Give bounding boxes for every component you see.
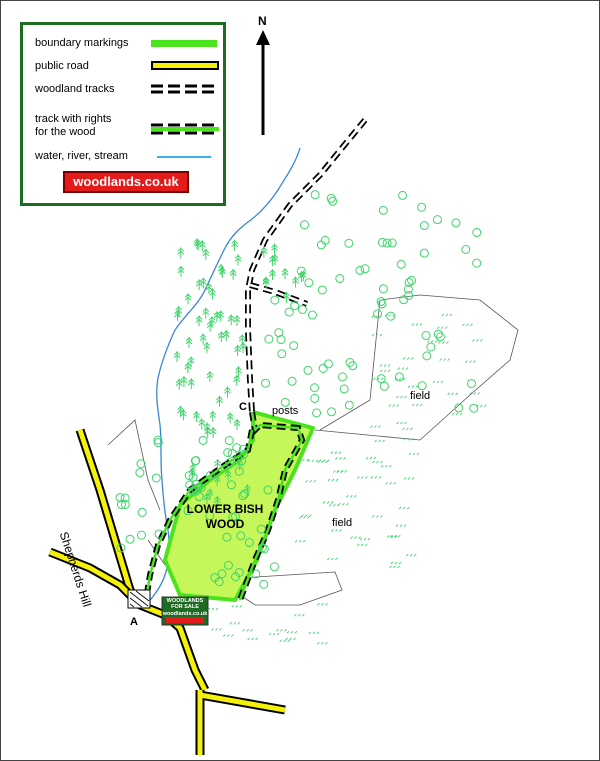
grass-icon xyxy=(232,605,242,607)
legend-tracks-label: woodland tracks xyxy=(35,83,115,95)
grass-icon xyxy=(317,603,327,605)
grass-icon xyxy=(294,614,304,616)
broadleaf-tree-icon xyxy=(423,352,431,360)
conifer-tree-icon xyxy=(228,314,234,325)
broadleaf-tree-icon xyxy=(336,275,344,283)
broadleaf-tree-icon xyxy=(126,535,134,543)
grass-icon xyxy=(403,357,413,359)
broadleaf-tree-icon xyxy=(470,404,478,412)
grass-icon xyxy=(331,529,341,531)
broadleaf-tree-icon xyxy=(271,296,279,304)
field-boundary-east xyxy=(315,295,518,440)
broadleaf-tree-icon xyxy=(427,343,435,351)
conifer-tree-icon xyxy=(234,419,240,430)
broadleaf-tree-icon xyxy=(433,216,441,224)
conifer-tree-icon xyxy=(178,266,184,277)
grass-icon xyxy=(299,516,309,518)
broadleaf-tree-icon xyxy=(318,286,326,294)
grass-icon xyxy=(331,452,341,454)
sign-line-3: woodlands.co.uk xyxy=(162,611,208,617)
conifer-tree-icon xyxy=(199,418,205,429)
broadleaf-tree-icon xyxy=(285,308,293,316)
wood-name-line-1: LOWER BISH xyxy=(186,502,264,516)
grass-icon xyxy=(396,525,406,527)
legend-rights-label xyxy=(35,113,111,139)
wood-name-line-2: WOOD xyxy=(205,517,245,531)
grass-icon xyxy=(372,334,382,336)
conifer-tree-icon xyxy=(216,396,222,407)
broadleaf-tree-icon xyxy=(305,279,313,287)
grass-icon xyxy=(269,633,279,635)
conifer-tree-icon xyxy=(227,412,233,423)
grass-icon xyxy=(357,476,367,478)
grass-icon xyxy=(230,622,240,624)
grass-icon xyxy=(396,396,406,398)
grass-icon xyxy=(463,324,473,326)
grass-icon xyxy=(338,503,348,505)
broadleaf-tree-icon xyxy=(408,276,416,284)
conifer-tree-icon xyxy=(207,371,213,382)
broadleaf-tree-icon xyxy=(311,394,319,402)
grass-icon xyxy=(402,428,412,430)
conifer-tree-icon xyxy=(200,278,206,289)
legend-rights-swatch xyxy=(151,123,219,135)
legend-rights-line-1: track with rights xyxy=(35,113,112,125)
legend-road-label: public road xyxy=(35,60,89,72)
grass-icon xyxy=(360,538,370,540)
conifer-tree-icon xyxy=(293,276,299,287)
grass-icon xyxy=(329,504,339,506)
broadleaf-tree-icon xyxy=(422,332,430,340)
broadleaf-tree-icon xyxy=(339,373,347,381)
broadleaf-tree-icon xyxy=(420,249,428,257)
conifer-tree-icon xyxy=(185,362,191,373)
field-boundary-south xyxy=(240,572,342,605)
grass-icon xyxy=(286,638,296,640)
grass-icon xyxy=(440,359,450,361)
broadleaf-tree-icon xyxy=(298,305,306,313)
grass-icon xyxy=(319,460,329,462)
conifer-tree-icon xyxy=(218,310,224,321)
conifer-tree-icon xyxy=(230,269,236,280)
broadleaf-tree-icon xyxy=(278,350,286,358)
conifer-tree-icon xyxy=(193,411,199,422)
grass-icon xyxy=(248,638,258,640)
broadleaf-tree-icon xyxy=(262,379,270,387)
grass-icon xyxy=(212,628,222,630)
grass-icon xyxy=(346,495,356,497)
conifer-tree-icon xyxy=(210,288,216,299)
grass-icon xyxy=(295,540,305,542)
conifer-tree-icon xyxy=(195,239,201,250)
grass-icon xyxy=(438,342,448,344)
conifer-tree-icon xyxy=(204,342,210,353)
grass-icon xyxy=(306,480,316,482)
sign-line-2: FOR SALE xyxy=(171,604,199,610)
posts-label: posts xyxy=(272,405,299,417)
woodland-tracks xyxy=(248,120,365,412)
broadleaf-tree-icon xyxy=(277,336,285,344)
grass-icon xyxy=(375,440,385,442)
broadleaf-tree-icon xyxy=(361,265,369,273)
conifer-tree-icon xyxy=(174,351,180,362)
grass-icon xyxy=(372,461,382,463)
grass-icon xyxy=(357,544,367,546)
grass-icon xyxy=(370,426,380,428)
woodlands-brand-logo: woodlands.co.uk xyxy=(63,171,189,193)
broadleaf-tree-icon xyxy=(473,229,481,237)
conifer-tree-icon xyxy=(282,268,288,279)
grass-icon xyxy=(327,558,337,560)
legend-water-swatch xyxy=(157,156,211,158)
broadleaf-tree-icon xyxy=(136,469,144,477)
grass-icon xyxy=(433,381,443,383)
grass-icon xyxy=(323,501,333,503)
conifer-tree-icon xyxy=(200,333,206,344)
grass-icon xyxy=(351,537,361,539)
grass-icon xyxy=(380,370,390,372)
broadleaf-tree-icon xyxy=(418,382,426,390)
grass-icon xyxy=(372,515,382,517)
broadleaf-tree-icon xyxy=(356,266,364,274)
broadleaf-tree-icon xyxy=(290,342,298,350)
grass-icon xyxy=(437,327,447,329)
grass-icon xyxy=(366,457,376,459)
grass-icon xyxy=(391,562,401,564)
grass-icon xyxy=(409,453,419,455)
grass-icon xyxy=(223,635,233,637)
grass-icon xyxy=(465,361,475,363)
map-legend xyxy=(20,22,226,206)
broadleaf-tree-icon xyxy=(225,437,233,445)
broadleaf-tree-icon xyxy=(311,384,319,392)
grass-icon xyxy=(442,314,452,316)
broadleaf-tree-icon xyxy=(420,222,428,230)
conifer-tree-icon xyxy=(235,345,241,356)
north-arrow xyxy=(256,30,270,135)
broadleaf-tree-icon xyxy=(328,408,336,416)
conifer-tree-icon xyxy=(186,337,192,348)
grass-icon xyxy=(301,515,311,517)
conifer-tree-icon xyxy=(271,244,277,255)
legend-water-label: water, river, stream xyxy=(35,150,128,162)
north-label: N xyxy=(258,14,267,28)
grass-icon xyxy=(276,629,286,631)
road-name-label: Shepherds Hill xyxy=(56,530,95,609)
grass-icon xyxy=(412,404,422,406)
conifer-tree-icon xyxy=(232,240,238,251)
broadleaf-tree-icon xyxy=(270,563,278,571)
grass-icon xyxy=(404,438,414,440)
conifer-tree-icon xyxy=(234,315,240,326)
broadleaf-tree-icon xyxy=(467,380,475,388)
broadleaf-tree-icon xyxy=(452,219,460,227)
broadleaf-tree-icon xyxy=(152,474,160,482)
grass-icon xyxy=(309,632,319,634)
conifer-tree-icon xyxy=(210,411,216,422)
grass-icon xyxy=(398,368,408,370)
conifer-tree-icon xyxy=(188,378,194,389)
broadleaf-tree-icon xyxy=(137,460,145,468)
conifer-tree-icon xyxy=(178,247,184,258)
broadleaf-tree-icon xyxy=(340,385,348,393)
broadleaf-tree-icon xyxy=(327,194,335,202)
grass-icon xyxy=(412,323,422,325)
broadleaf-tree-icon xyxy=(418,203,426,211)
broadleaf-tree-icon xyxy=(383,239,391,247)
grass-icon xyxy=(317,642,327,644)
point-a-label: A xyxy=(130,616,138,628)
broadleaf-tree-icon xyxy=(137,531,145,539)
conifer-tree-icon xyxy=(269,269,275,280)
broadleaf-tree-icon xyxy=(265,335,273,343)
legend-boundary-label: boundary markings xyxy=(35,37,129,49)
conifer-tree-icon xyxy=(210,427,216,438)
grass-icon xyxy=(243,629,253,631)
conifer-tree-icon xyxy=(203,249,209,260)
broadleaf-tree-icon xyxy=(301,221,309,229)
field-label-east: field xyxy=(410,390,431,402)
grass-icon xyxy=(452,413,462,415)
broadleaf-tree-icon xyxy=(345,239,353,247)
broadleaf-tree-icon xyxy=(345,401,353,409)
conifer-tree-icon xyxy=(263,277,269,288)
grass-icon xyxy=(386,482,396,484)
broadleaf-tree-icon xyxy=(379,206,387,214)
grass-icon xyxy=(472,339,482,341)
broadleaf-tree-icon xyxy=(380,382,388,390)
conifer-tree-icon xyxy=(206,283,212,294)
grass-icon xyxy=(380,364,390,366)
grass-icon xyxy=(389,405,399,407)
entrance-gate xyxy=(128,590,150,608)
wood-name xyxy=(175,502,275,532)
broadleaf-tree-icon xyxy=(379,285,387,293)
grass-icon xyxy=(287,631,297,633)
grass-icon xyxy=(404,477,414,479)
broadleaf-tree-icon xyxy=(462,246,470,254)
grass-icon xyxy=(389,566,399,568)
grass-icon xyxy=(317,461,327,463)
broadleaf-tree-icon xyxy=(191,457,199,465)
broadleaf-tree-icon xyxy=(473,259,481,267)
conifer-tree-icon xyxy=(240,342,246,353)
broadleaf-tree-icon xyxy=(228,449,236,457)
broadleaf-tree-icon xyxy=(311,191,319,199)
broadleaf-tree-icon xyxy=(138,508,146,516)
grass-icon xyxy=(308,460,318,462)
broadleaf-tree-icon xyxy=(260,580,268,588)
broadleaf-tree-icon xyxy=(313,409,321,417)
broadleaf-tree-icon xyxy=(397,260,405,268)
for-sale-sign-text xyxy=(162,598,208,617)
point-c-label: C xyxy=(239,401,247,413)
grass-icon xyxy=(328,479,338,481)
grass-icon xyxy=(208,608,218,610)
grass-icon xyxy=(396,422,406,424)
conifer-tree-icon xyxy=(235,254,241,265)
sign-line-1: WOODLANDS xyxy=(166,598,204,604)
conifer-tree-icon xyxy=(225,387,231,398)
broadleaf-tree-icon xyxy=(308,311,316,319)
grass-icon xyxy=(399,507,409,509)
conifer-tree-icon xyxy=(239,334,245,345)
broadleaf-tree-icon xyxy=(399,191,407,199)
field-label-south: field xyxy=(332,517,353,529)
broadleaf-tree-icon xyxy=(324,360,332,368)
grass-icon xyxy=(427,340,437,342)
broadleaf-tree-icon xyxy=(288,377,296,385)
grass-icon xyxy=(335,457,345,459)
grass-icon xyxy=(371,476,381,478)
grass-icon xyxy=(408,386,418,388)
conifer-tree-icon xyxy=(203,308,209,319)
broadleaf-tree-icon xyxy=(304,366,312,374)
grass-icon xyxy=(373,378,383,380)
legend-road-swatch xyxy=(151,61,219,70)
broadleaf-tree-icon xyxy=(319,364,327,372)
conifer-tree-icon xyxy=(196,315,202,326)
conifer-tree-icon xyxy=(223,330,229,341)
grass-icon xyxy=(280,640,290,642)
legend-boundary-swatch xyxy=(151,40,217,47)
conifer-tree-icon xyxy=(188,356,194,367)
grass-icon xyxy=(448,393,458,395)
grass-icon xyxy=(385,314,395,316)
legend-rights-line-2: for the wood xyxy=(35,126,96,138)
legend-tracks-swatch xyxy=(151,83,219,95)
grass-icon xyxy=(381,465,391,467)
conifer-tree-icon xyxy=(185,293,191,304)
broadleaf-tree-icon xyxy=(199,436,207,444)
grass-icon xyxy=(406,554,416,556)
